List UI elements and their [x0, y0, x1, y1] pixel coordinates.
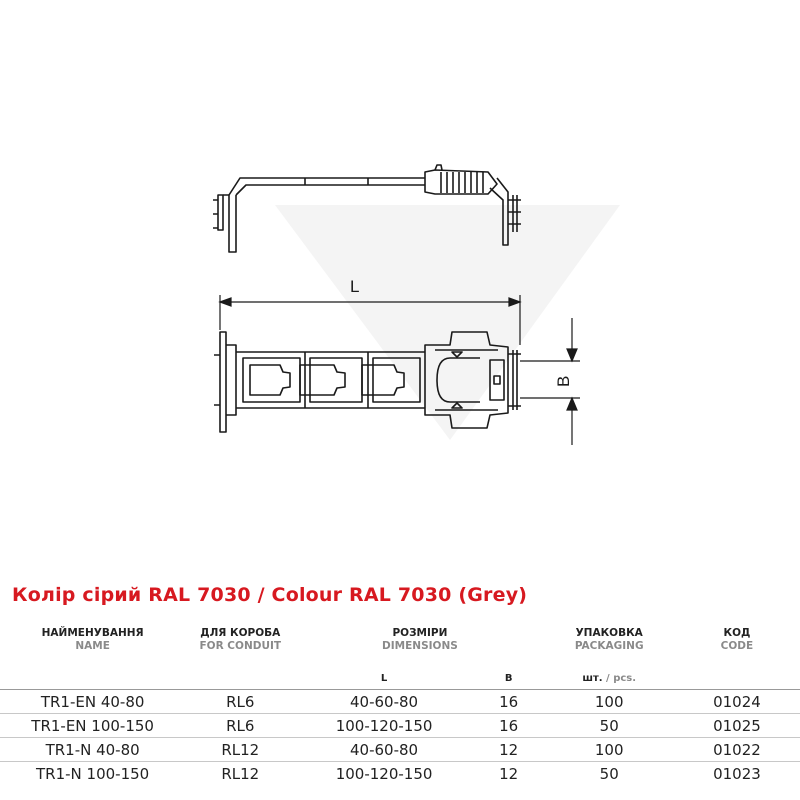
- header-packaging: [545, 622, 674, 667]
- cell-code: 01022: [674, 738, 800, 762]
- cell-packaging: 100: [545, 690, 674, 714]
- cell-conduit: RL6: [185, 714, 295, 738]
- table-row: [0, 714, 800, 738]
- dimension-L-label: L: [350, 277, 360, 296]
- colour-title: Колір сірий RAL 7030 / Colour RAL 7030 (Grey): [12, 584, 528, 606]
- cell-code: 01023: [713, 764, 761, 783]
- specification-table: [0, 622, 800, 785]
- pack-unit-ua: шт.: [582, 672, 603, 684]
- header-name-ua: НАЙМЕНУВАННЯ: [41, 627, 144, 639]
- table-row: [0, 762, 800, 786]
- pack-unit-separator: /: [602, 672, 614, 684]
- cell-name: TR1-EN 40-80: [0, 690, 185, 714]
- header-packaging-en: PACKAGING: [574, 640, 644, 652]
- cell-name: TR1-N 40-80: [0, 738, 185, 762]
- header-conduit-en: FOR CONDUIT: [199, 640, 282, 652]
- cell-conduit: RL12: [221, 764, 260, 783]
- header-code-ua: КОД: [723, 627, 751, 639]
- header-conduit-ua: ДЛЯ КОРОБА: [200, 627, 281, 639]
- cell-B: 12: [499, 764, 519, 783]
- cell-code: 01025: [674, 714, 800, 738]
- cell-L: 100-120-150: [335, 764, 433, 783]
- header-dimensions-ua: РОЗМІРИ: [392, 627, 448, 639]
- cell-conduit: RL12: [185, 738, 295, 762]
- header-dimensions-en: DIMENSIONS: [382, 640, 458, 652]
- header-code: [674, 622, 800, 667]
- header-conduit: [185, 622, 295, 667]
- table-row: [0, 738, 800, 762]
- cell-B: 16: [473, 690, 545, 714]
- subheader-L: L: [380, 672, 388, 684]
- subheader-packaging-unit: [545, 667, 674, 690]
- header-dimensions: [295, 622, 544, 667]
- cell-L: 100-120-150: [295, 714, 473, 738]
- pack-unit-en: pcs.: [613, 672, 637, 684]
- dimension-B-label: B: [554, 375, 573, 387]
- background-watermark: [275, 205, 620, 440]
- header-name: [0, 622, 185, 667]
- table-subheader-row: [0, 667, 800, 690]
- cell-conduit: RL6: [185, 690, 295, 714]
- cell-name: TR1-EN 100-150: [0, 714, 185, 738]
- cell-B: 12: [473, 738, 545, 762]
- header-name-en: NAME: [75, 640, 110, 652]
- cell-code: 01024: [674, 690, 800, 714]
- cell-packaging: 50: [545, 714, 674, 738]
- table-header-row: [0, 622, 800, 667]
- header-code-en: CODE: [720, 640, 754, 652]
- cell-packaging: 100: [545, 738, 674, 762]
- cell-B: 16: [473, 714, 545, 738]
- cell-L: 40-60-80: [295, 738, 473, 762]
- subheader-B: B: [504, 672, 513, 684]
- table-row: [0, 690, 800, 714]
- cell-L: 40-60-80: [295, 690, 473, 714]
- cell-packaging: 50: [599, 764, 619, 783]
- header-packaging-ua: УПАКОВКА: [575, 627, 643, 639]
- cell-name: TR1-N 100-150: [36, 764, 150, 783]
